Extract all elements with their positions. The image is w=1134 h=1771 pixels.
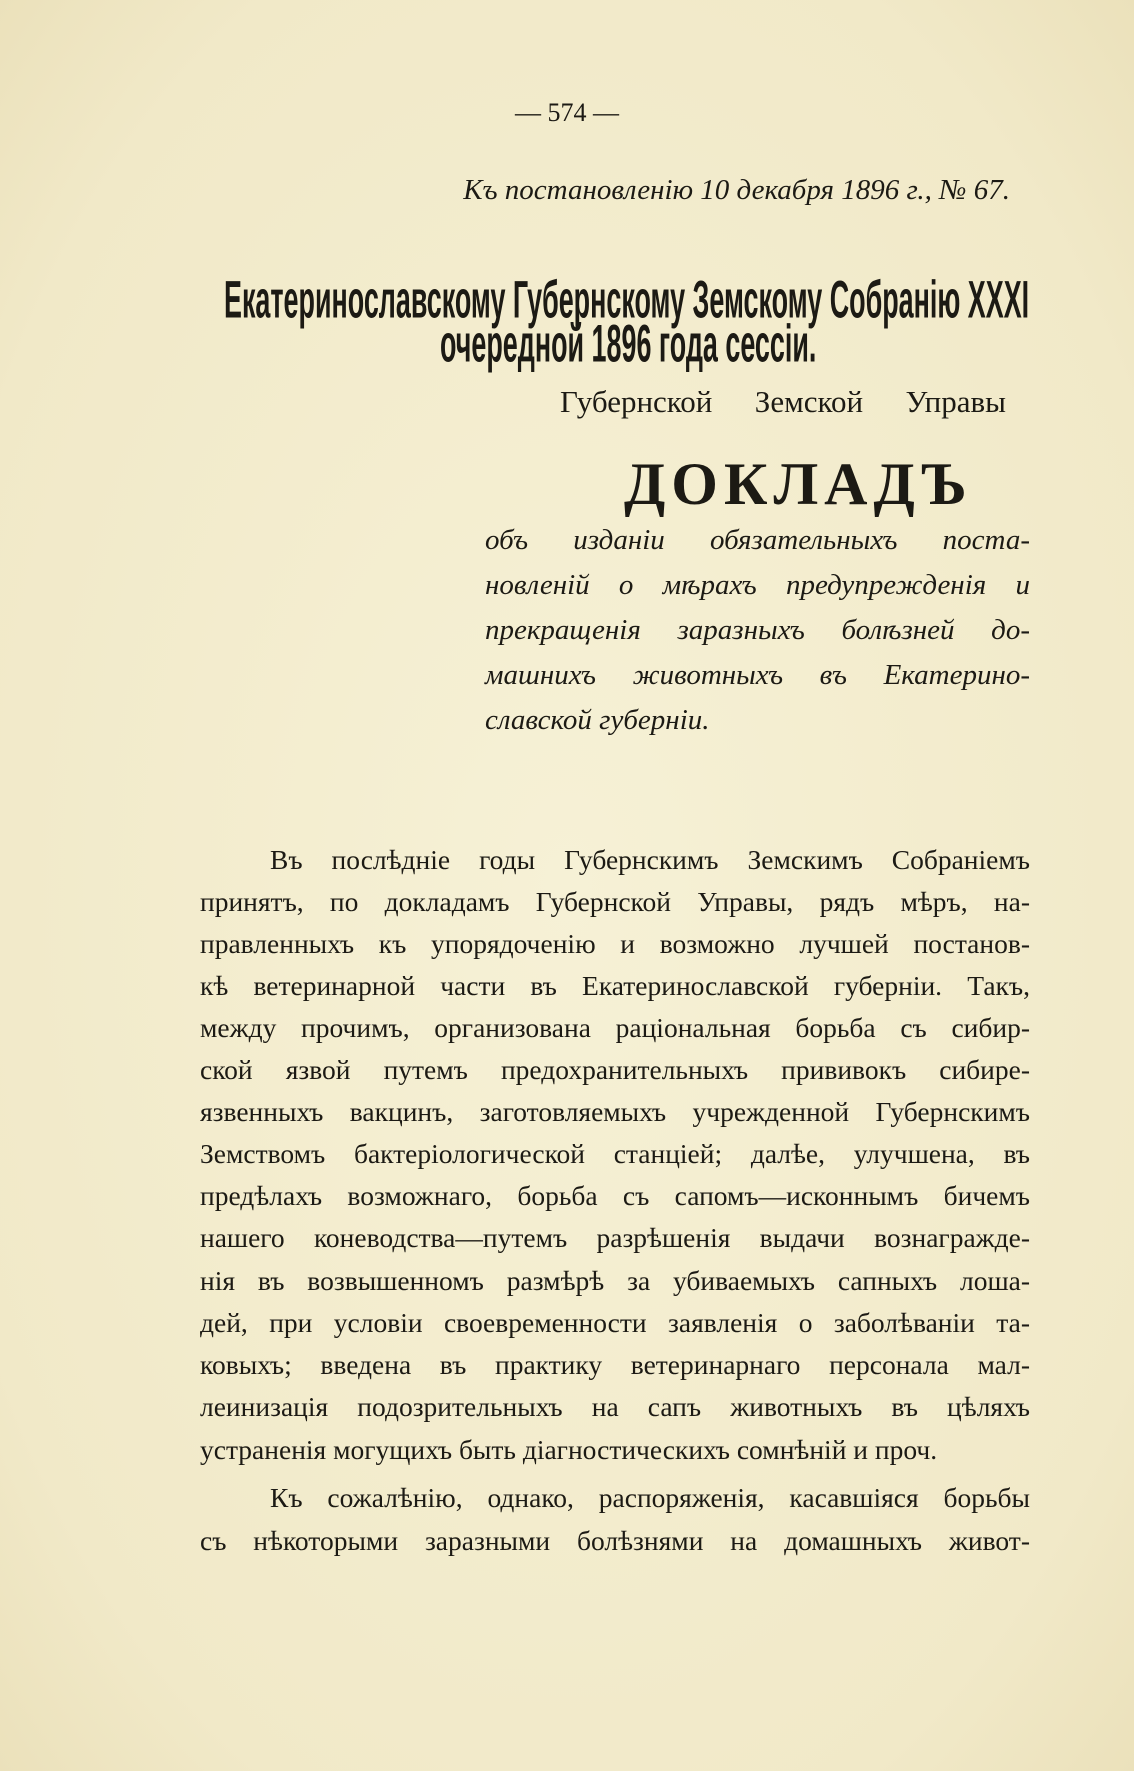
heading-line-1-text: Екатеринославскому Губернскому Земскому Собранію XXXI	[224, 269, 1030, 329]
body-line: дей, при условіи своевременности заявленія о заболѣваніи та-	[200, 1307, 1030, 1338]
subject-line: новленій о мѣрахъ предупрежденія и	[485, 569, 1030, 601]
authority: Губернской Земской Управы	[560, 384, 1006, 419]
document-type-title: ДОКЛАДЪ	[624, 451, 973, 517]
heading-line-2	[440, 312, 1083, 373]
subject-line: машнихъ животныхъ въ Екатерино-	[485, 659, 1030, 691]
body-line: съ нѣкоторыми заразными болѣзнями на домашныхъ живот-	[200, 1525, 1030, 1556]
body-line: устраненія могущихъ быть діагностическихъ сомнѣній и проч.	[200, 1434, 938, 1465]
body-line: леинизація подозрительныхъ на сапъ животныхъ въ цѣляхъ	[200, 1391, 1030, 1422]
body-line: нія въ возвышенномъ размѣрѣ за убиваемыхъ сапныхъ лоша-	[200, 1265, 1030, 1296]
body-line: нашего коневодства—путемъ разрѣшенія выдачи вознагражде-	[200, 1222, 1030, 1253]
heading-line-2-text: очередной 1896 года сессіи.	[440, 313, 817, 373]
subject-line: славской губерніи.	[485, 704, 710, 736]
body-line: ской язвой путемъ предохранительныхъ прививокъ сибире-	[200, 1054, 1030, 1085]
body-line: между прочимъ, организована раціональная борьба съ сибир-	[200, 1012, 1030, 1043]
body-line: кѣ ветеринарной части въ Екатеринославской губерніи. Такъ,	[200, 970, 1030, 1001]
body-line: язвенныхъ вакцинъ, заготовляемыхъ учрежденной Губернскимъ	[200, 1096, 1030, 1127]
body-line: ковыхъ; введена въ практику ветеринарнаго персонала мал-	[200, 1349, 1030, 1380]
page-number: — 574 —	[515, 98, 619, 127]
body-line: Земствомъ бактеріологической станціей; далѣе, улучшена, въ	[200, 1138, 1030, 1169]
resolution-reference: Къ постановленію 10 декабря 1896 г., № 67.	[463, 174, 1010, 206]
body-line: Въ послѣдніе годы Губернскимъ Земскимъ Собраніемъ	[270, 844, 1030, 875]
subject-line: прекращенія заразныхъ болѣзней до-	[485, 614, 1030, 646]
body-line: Къ сожалѣнію, однако, распоряженія, касавшіяся борьбы	[270, 1482, 1030, 1513]
body-line: правленныхъ къ упорядоченію и возможно лучшей постанов-	[200, 928, 1030, 959]
body-line: предѣлахъ возможнаго, борьба съ сапомъ—исконнымъ бичемъ	[200, 1180, 1030, 1211]
body-line: принятъ, по докладамъ Губернской Управы, рядъ мѣръ, на-	[200, 886, 1030, 917]
subject-line: объ изданіи обязательныхъ поста-	[485, 524, 1030, 556]
